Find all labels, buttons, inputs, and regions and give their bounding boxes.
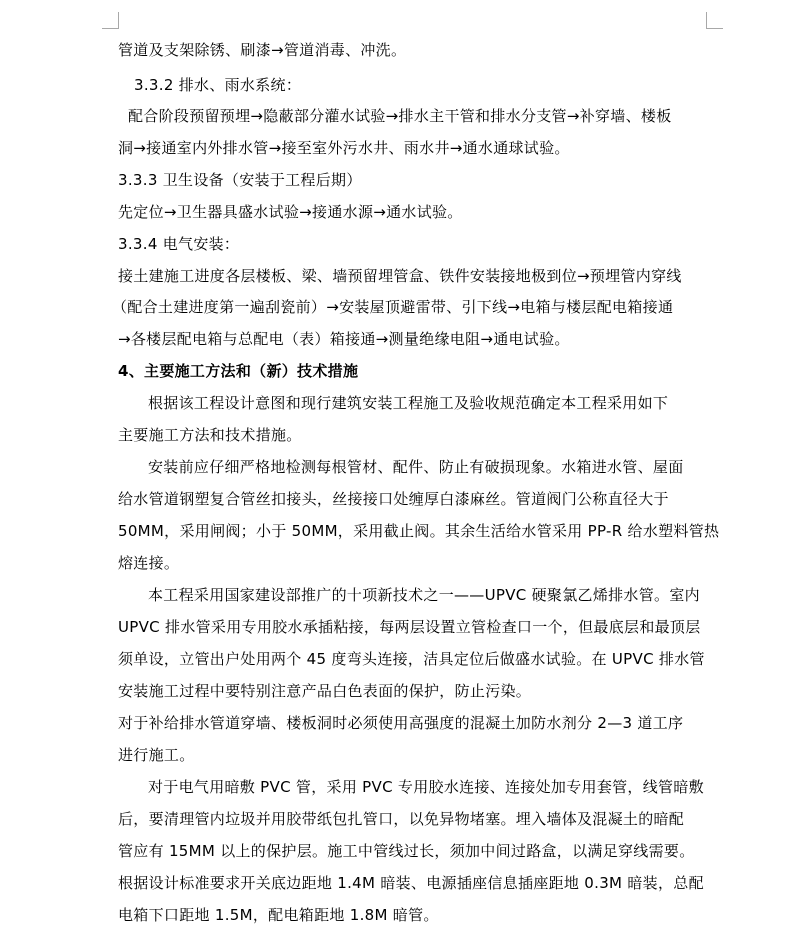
page-corner-mark-top-right [706,12,723,29]
paragraph-line: 根据设计标准要求开关底边距地 1.4M 暗装、电源插座信息插座距地 0.3M 暗装，总配 [118,874,704,892]
paragraph-line: UPVC 排水管采用专用胶水承插粘接，每两层设置立管检查口一个，但最底层和最顶层 [118,618,701,636]
text-line: →各楼层配电箱与总配电（表）箱接通→测量绝缘电阻→通电试验。 [118,330,570,348]
section-heading-4: 4、主要施工方法和（新）技术措施 [118,362,359,380]
text-line: 管道及支架除锈、刷漆→管道消毒、冲洗。 [118,41,407,59]
paragraph-line: 熔连接。 [118,554,180,572]
text-line: 先定位→卫生器具盛水试验→接通水源→通水试验。 [118,203,463,221]
paragraph-line: 本工程采用国家建设部推广的十项新技术之一——UPVC 硬聚氯乙烯排水管。室内 [148,586,700,604]
page-corner-mark-top-left [102,12,119,29]
section-heading-3-3-4: 3.3.4 电气安装： [118,235,240,253]
paragraph-line: 对于补给排水管道穿墙、楼板洞时必须使用高强度的混凝土加防水剂分 2—3 道工序 [118,714,684,732]
text-line: （配合土建进度第一遍刮瓷前）→安装屋顶避雷带、引下线→电箱与楼层配电箱接通 [112,298,674,316]
text-line: 洞→接通室内外排水管→接至室外污水井、雨水井→通水通球试验。 [118,139,570,157]
paragraph-line: 电箱下口距地 1.5M，配电箱距地 1.8M 暗管。 [118,906,439,924]
paragraph-line: 对于电气用暗敷 PVC 管，采用 PVC 专用胶水连接、连接处加专用套管，线管暗敷 [148,778,704,796]
paragraph-line: 安装施工过程中要特别注意产品白色表面的保护，防止污染。 [118,682,532,700]
text-line: 接土建施工进度各层楼板、梁、墙预留埋管盒、铁件安装接地极到位→预埋管内穿线 [118,267,682,285]
paragraph-line: 根据该工程设计意图和现行建筑安装工程施工及验收规范确定本工程采用如下 [148,394,669,412]
paragraph-line: 须单设，立管出户处用两个 45 度弯头连接，洁具定位后做盛水试验。在 UPVC 排水管 [118,650,705,668]
paragraph-line: 进行施工。 [118,746,195,764]
paragraph-line: 50MM，采用闸阀；小于 50MM，采用截止阀。其余生活给水管采用 PP-R 给水塑料管热 [118,522,720,540]
paragraph-line: 给水管道钢塑复合管丝扣接头，丝接接口处缠厚白漆麻丝。管道阀门公称直径大于 [118,490,669,508]
section-heading-3-3-2: 3.3.2 排水、雨水系统： [134,76,302,94]
text-line: 配合阶段预留预埋→隐蔽部分灌水试验→排水主干管和排水分支管→补穿墙、楼板 [128,107,672,125]
paragraph-line: 主要施工方法和技术措施。 [118,426,302,444]
paragraph-line: 安装前应仔细严格地检测每根管材、配件、防止有破损现象。水箱进水管、屋面 [148,458,684,476]
paragraph-line: 管应有 15MM 以上的保护层。施工中管线过长，须加中间过路盒，以满足穿线需要。 [118,842,695,860]
paragraph-line: 后，要清理管内垃圾并用胶带纸包扎管口，以免异物堵塞。埋入墙体及混凝土的暗配 [118,810,685,828]
section-heading-3-3-3: 3.3.3 卫生设备（安装于工程后期） [118,171,362,189]
